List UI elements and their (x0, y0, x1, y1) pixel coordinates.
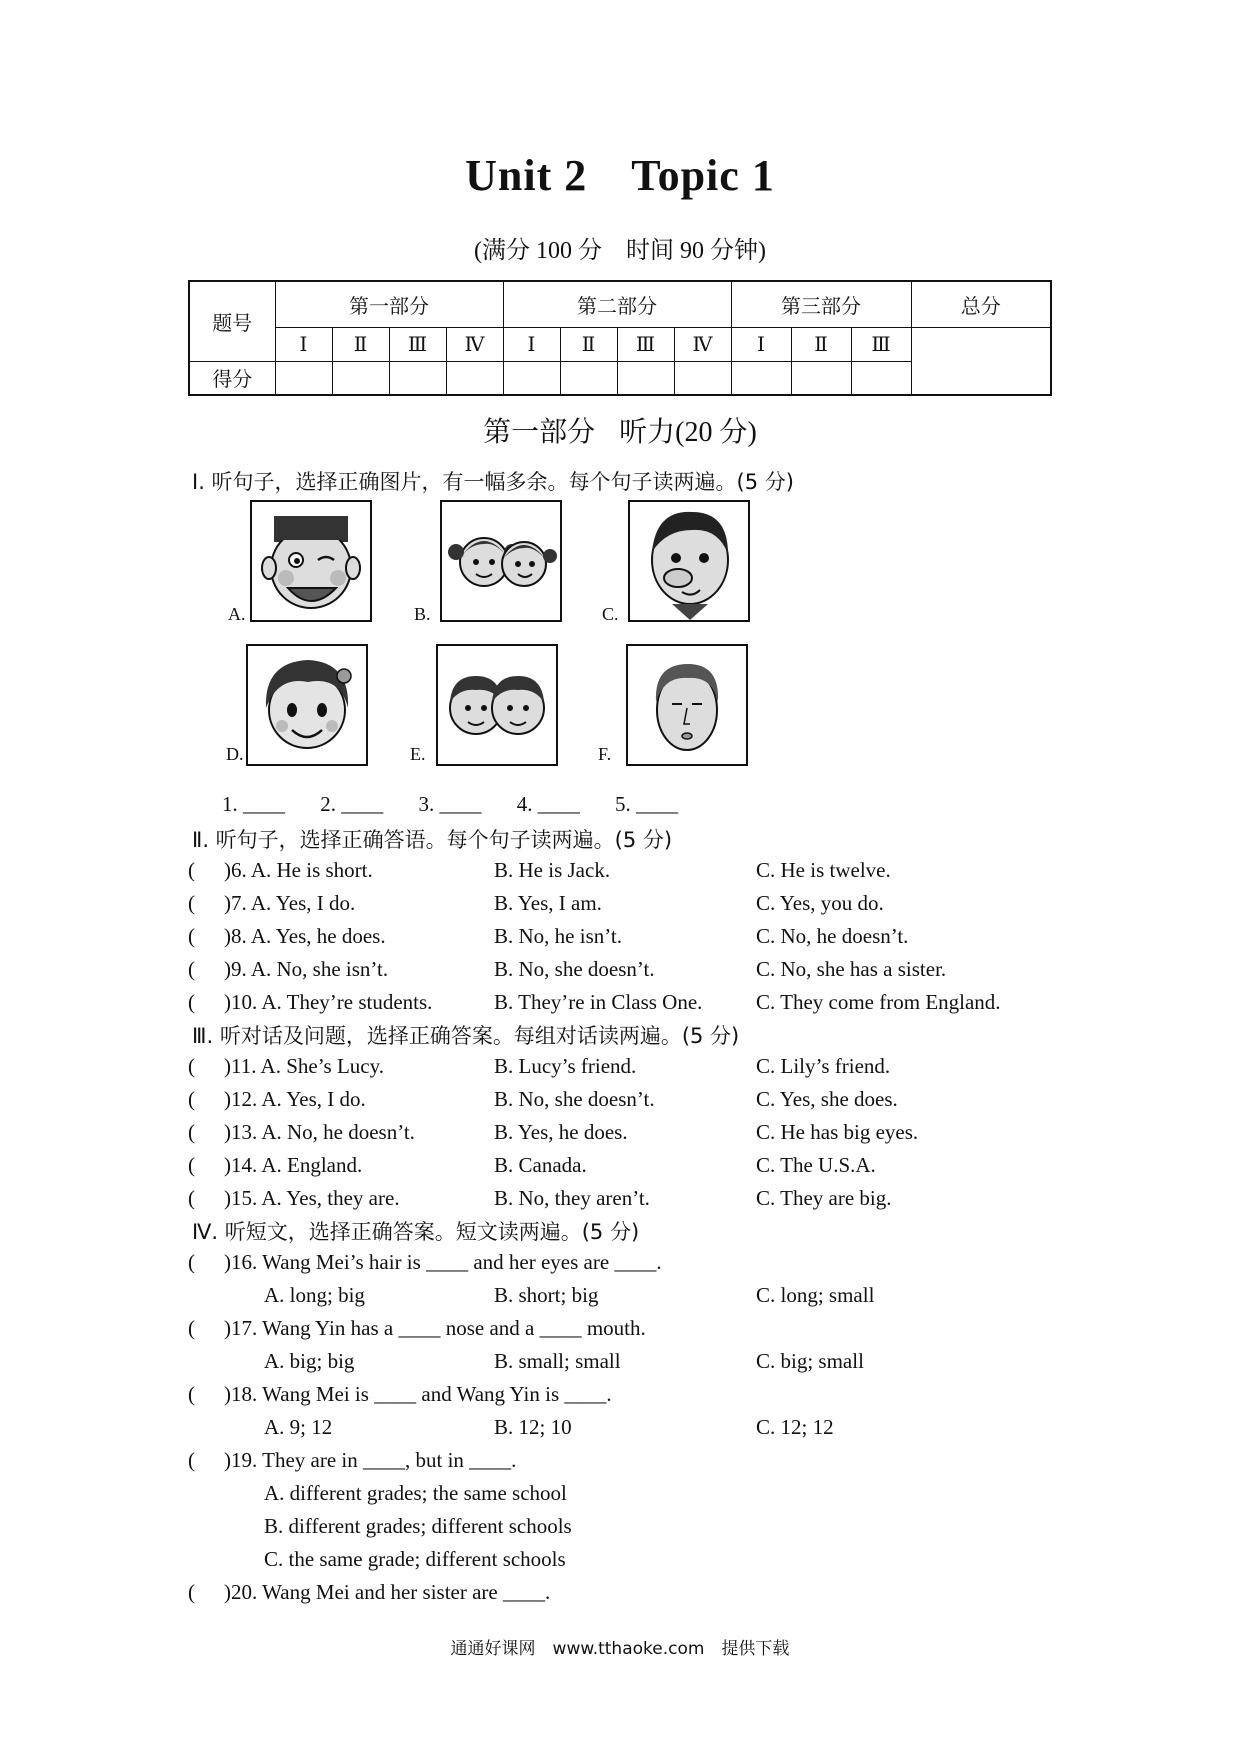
answer-paren[interactable]: ( (188, 1120, 195, 1144)
question-row (188, 1382, 1048, 1412)
question-row (188, 1120, 1048, 1150)
answer-paren[interactable]: ( (188, 1316, 195, 1340)
exam-subtitle: (满分 100 分 时间 90 分钟) (474, 238, 766, 264)
score-cell[interactable] (560, 361, 617, 395)
answer-blank[interactable]: 3. ____ (418, 792, 482, 816)
col-p1-2: Ⅱ (332, 327, 389, 361)
option-c: C. No, she has a sister. (756, 957, 947, 981)
option-a: A. big; big (264, 1349, 355, 1373)
topic-title: Topic 1 (631, 151, 775, 200)
question-row (188, 1153, 1048, 1183)
picture-label: E. (410, 744, 426, 764)
answer-paren[interactable]: ( (188, 1153, 195, 1177)
question-stem: )8. A. Yes, he does. (224, 924, 386, 948)
question-stem: )18. Wang Mei is ____ and Wang Yin is ____. (224, 1382, 612, 1406)
answer-paren[interactable]: ( (188, 1054, 195, 1078)
options-row (264, 1283, 875, 1308)
q1-answer-blanks[interactable] (222, 792, 708, 817)
q4-heading: Ⅳ. 听短文，选择正确答案。短文读两遍。(5 分) (192, 1220, 640, 1244)
option-c: C. He has big eyes. (756, 1120, 919, 1144)
option-c: C. He is twelve. (756, 858, 891, 882)
question-stem: )10. A. They’re students. (224, 990, 433, 1014)
section-name: 第一部分 (483, 417, 596, 448)
answer-paren[interactable]: ( (188, 1250, 195, 1274)
picture-label: A. (228, 604, 246, 624)
col-p3-2: Ⅱ (791, 327, 851, 361)
option-a: A. different grades; the same school (264, 1481, 567, 1505)
answer-paren[interactable]: ( (188, 1580, 195, 1604)
page-title (0, 150, 1240, 201)
q3-heading: Ⅲ. 听对话及问题，选择正确答案。每组对话读两遍。(5 分) (192, 1024, 740, 1048)
answer-paren[interactable]: ( (188, 1186, 195, 1210)
score-cell[interactable] (389, 361, 446, 395)
score-cell[interactable] (731, 361, 791, 395)
header-part3: 第三部分 (731, 281, 911, 327)
question-stem: )6. A. He is short. (224, 858, 373, 882)
option-b: B. They’re in Class One. (494, 990, 703, 1014)
boy-big-nose-face-icon (628, 500, 750, 622)
row-label-number: 题号 (189, 281, 275, 361)
section-heading (0, 410, 1240, 450)
option-b: B. Yes, he does. (494, 1120, 628, 1144)
question-row (188, 1448, 1048, 1478)
score-cell[interactable] (617, 361, 674, 395)
score-cell[interactable] (446, 361, 503, 395)
option-b: B. No, he isn’t. (494, 924, 622, 948)
col-p2-3: Ⅲ (617, 327, 674, 361)
answer-paren[interactable]: ( (188, 858, 195, 882)
score-cell[interactable] (674, 361, 731, 395)
answer-blank[interactable]: 2. ____ (320, 792, 384, 816)
score-cell[interactable] (791, 361, 851, 395)
section-subject: 听力(20 分) (619, 417, 757, 448)
option-b: B. Lucy’s friend. (494, 1054, 637, 1078)
question-row (188, 1186, 1048, 1216)
col-p1-1: Ⅰ (275, 327, 332, 361)
question-row (188, 924, 1048, 954)
option-c: C. They are big. (756, 1186, 892, 1210)
option-b: B. 12; 10 (494, 1415, 572, 1439)
score-cell[interactable] (332, 361, 389, 395)
question-row (188, 1087, 1048, 1117)
col-p1-4: Ⅳ (446, 327, 503, 361)
col-p2-2: Ⅱ (560, 327, 617, 361)
option-a: A. long; big (264, 1283, 365, 1307)
option-b: B. small; small (494, 1349, 621, 1373)
answer-blank[interactable]: 1. ____ (222, 792, 285, 816)
option-c: C. Yes, you do. (756, 891, 884, 915)
option-c: C. Yes, she does. (756, 1087, 898, 1111)
question-row (188, 858, 1048, 888)
options-row (264, 1415, 834, 1440)
answer-paren[interactable]: ( (188, 990, 195, 1014)
answer-paren[interactable]: ( (188, 1382, 195, 1406)
question-stem: )15. A. Yes, they are. (224, 1186, 400, 1210)
smiling-girl-face-icon (246, 644, 368, 766)
col-p3-1: Ⅰ (731, 327, 791, 361)
question-stem: )20. Wang Mei and her sister are ____. (224, 1580, 551, 1604)
picture-label: D. (226, 744, 244, 764)
question-stem: )12. A. Yes, I do. (224, 1087, 366, 1111)
picture-label: B. (414, 604, 431, 624)
score-cell[interactable] (503, 361, 560, 395)
question-stem: )19. They are in ____, but in ____. (224, 1448, 517, 1472)
option-c: C. Lily’s friend. (756, 1054, 891, 1078)
option-c: C. The U.S.A. (756, 1153, 876, 1177)
question-row (188, 1250, 1048, 1280)
option-c: C. big; small (756, 1349, 864, 1373)
picture-label: C. (602, 604, 619, 624)
option-b: B. No, they aren’t. (494, 1186, 650, 1210)
answer-paren[interactable]: ( (188, 891, 195, 915)
col-p2-1: Ⅰ (503, 327, 560, 361)
options-row (264, 1349, 864, 1374)
q2-heading: Ⅱ. 听句子，选择正确答语。每个句子读两遍。(5 分) (192, 828, 673, 852)
twin-boys-faces-icon (436, 644, 558, 766)
option-c: C. They come from England. (756, 990, 1001, 1014)
option-b: B. Yes, I am. (494, 891, 602, 915)
answer-blank[interactable]: 4. ____ (516, 792, 580, 816)
question-stem: )9. A. No, she isn’t. (224, 957, 389, 981)
header-part1: 第一部分 (275, 281, 503, 327)
option-c: C. the same grade; different schools (264, 1547, 566, 1571)
question-row (188, 1316, 1048, 1346)
two-girls-faces-icon (440, 500, 562, 622)
question-row (188, 891, 1048, 921)
col-p3-3: Ⅲ (851, 327, 911, 361)
score-table (188, 280, 1052, 396)
col-p2-4: Ⅳ (674, 327, 731, 361)
picture-label: F. (598, 744, 612, 764)
option-c: C. 12; 12 (756, 1415, 834, 1439)
option-b: B. Canada. (494, 1153, 587, 1177)
answer-paren[interactable]: ( (188, 1448, 195, 1472)
question-row (188, 1054, 1048, 1084)
answer-paren[interactable]: ( (188, 1087, 195, 1111)
answer-paren[interactable]: ( (188, 957, 195, 981)
question-stem: )11. A. She’s Lucy. (224, 1054, 385, 1078)
option-b: B. No, she doesn’t. (494, 1087, 655, 1111)
question-stem: )17. Wang Yin has a ____ nose and a ____ mouth. (224, 1316, 646, 1340)
option-c: C. No, he doesn’t. (756, 924, 909, 948)
question-row (188, 957, 1048, 987)
score-cell[interactable] (275, 361, 332, 395)
row-label-score: 得分 (189, 361, 275, 395)
question-stem: )14. A. England. (224, 1153, 363, 1177)
option-b: B. No, she doesn’t. (494, 957, 655, 981)
header-part2: 第二部分 (503, 281, 731, 327)
option-a: A. 9; 12 (264, 1415, 333, 1439)
option-b: B. He is Jack. (494, 858, 611, 882)
score-cell[interactable] (851, 361, 911, 395)
unit-title: Unit 2 (465, 151, 588, 200)
question-stem: )7. A. Yes, I do. (224, 891, 356, 915)
question-row (188, 1580, 1048, 1610)
header-total: 总分 (911, 281, 1051, 327)
plain-boy-face-icon (626, 644, 748, 766)
question-stem: )13. A. No, he doesn’t. (224, 1120, 415, 1144)
option-b: B. different grades; different schools (264, 1514, 572, 1538)
q1-heading: Ⅰ. 听句子，选择正确图片，有一幅多余。每个句子读两遍。(5 分) (192, 470, 794, 494)
laughing-boy-face-icon (250, 500, 372, 622)
answer-paren[interactable]: ( (188, 924, 195, 948)
footer-credit: 通通好课网 www.tthaoke.com 提供下载 (450, 1639, 790, 1659)
col-p1-3: Ⅲ (389, 327, 446, 361)
question-stem: )16. Wang Mei’s hair is ____ and her eyes are ____. (224, 1250, 662, 1274)
option-c: C. long; small (756, 1283, 875, 1307)
total-score-cell[interactable] (911, 327, 1051, 395)
answer-blank[interactable]: 5. ____ (615, 792, 678, 816)
question-row (188, 990, 1048, 1020)
option-b: B. short; big (494, 1283, 599, 1307)
